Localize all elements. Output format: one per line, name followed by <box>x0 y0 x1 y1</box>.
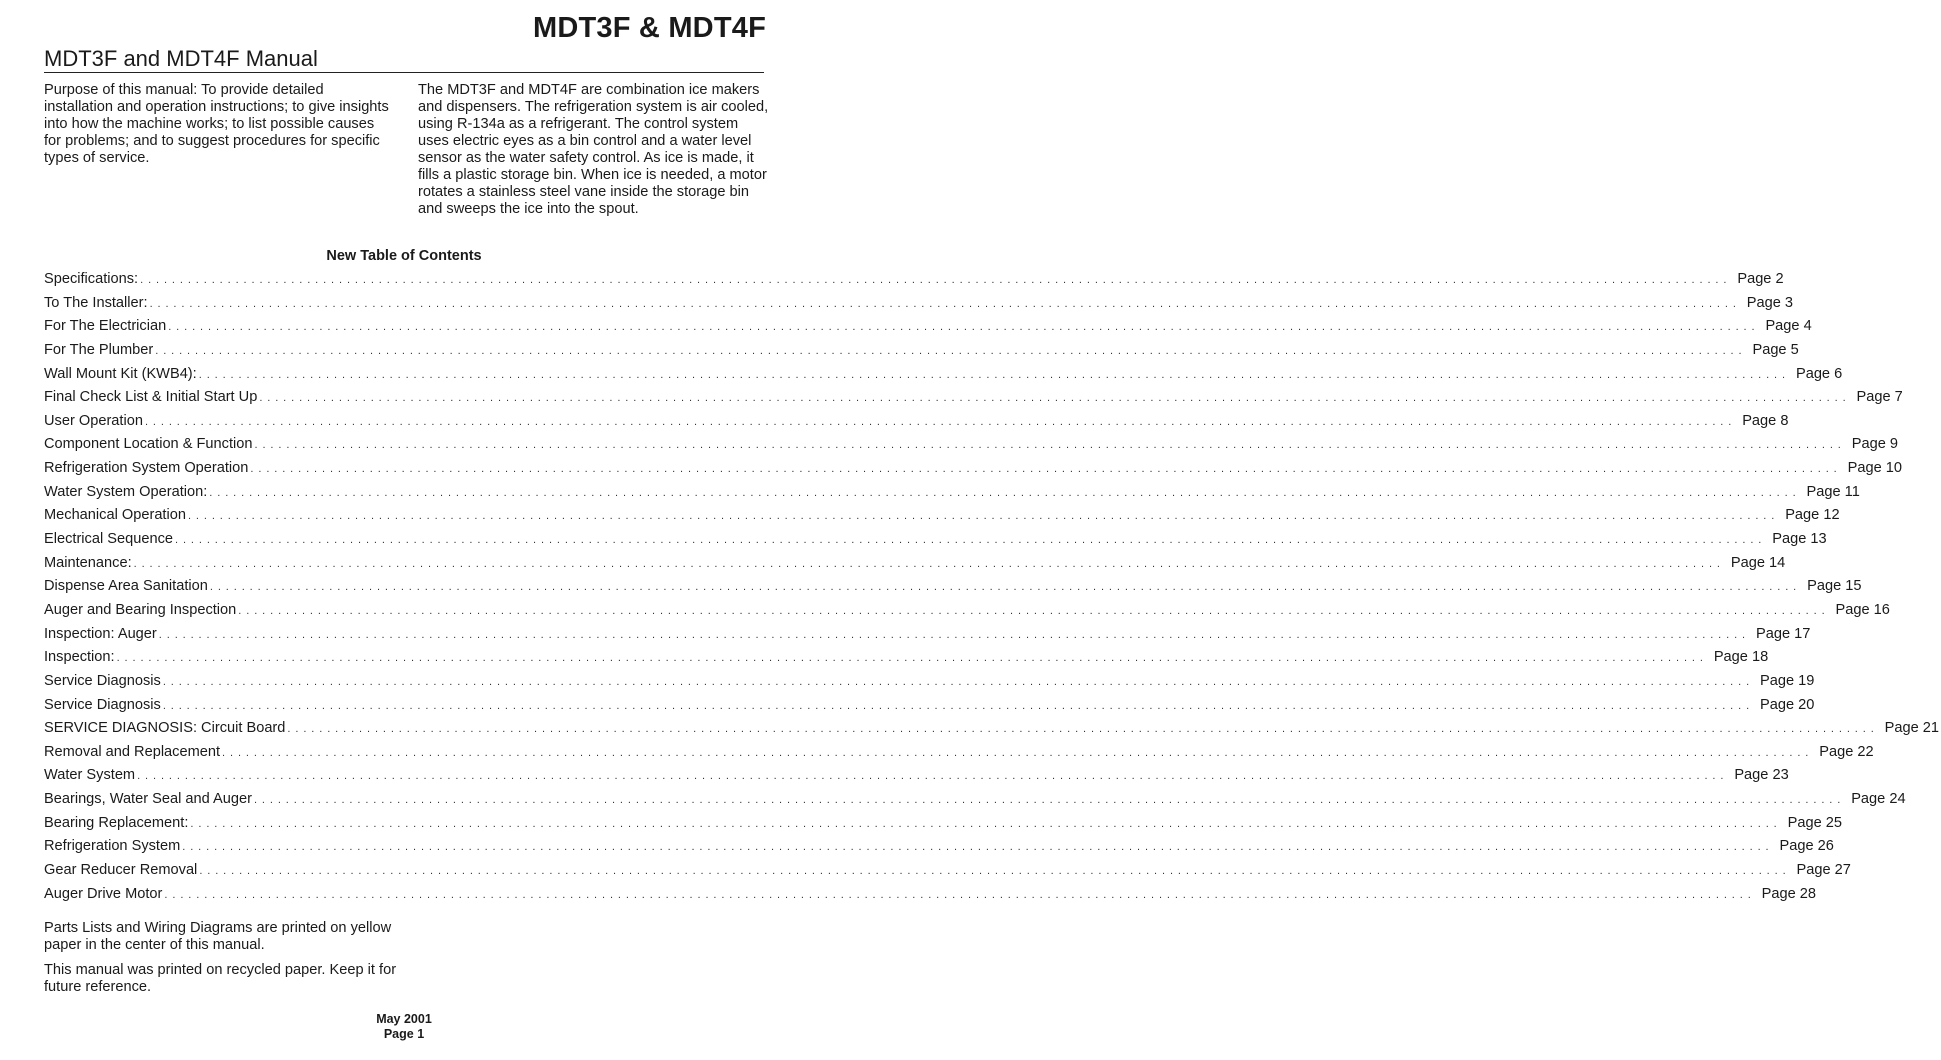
title-divider <box>44 72 764 73</box>
toc-entry-page: Page 26 <box>1779 838 1834 855</box>
toc-entry[interactable] <box>44 410 1789 434</box>
toc-entry-label: Component Location & Function <box>44 436 253 453</box>
toc-entry-page: Page 21 <box>1884 720 1940 737</box>
model-title: MDT3F & MDT4F <box>533 12 766 44</box>
toc-dot-leader: ........................................................................................................................................................................................................ <box>250 463 1842 476</box>
toc-entry[interactable] <box>44 457 1903 481</box>
toc-entry-label: Inspection: <box>44 649 115 666</box>
toc-entry-label: Auger Drive Motor <box>44 885 163 902</box>
toc-entry-page: Page 27 <box>1796 862 1851 879</box>
toc-entry-label: Bearing Replacement: <box>44 814 189 831</box>
toc-entry-label: Bearings, Water Seal and Auger <box>44 791 252 808</box>
toc-entry[interactable] <box>44 623 1811 647</box>
toc-entry-page: Page 24 <box>1851 791 1906 808</box>
parts-note: Parts Lists and Wiring Diagrams are printed on yellow paper in the center of this manual. <box>44 920 392 953</box>
toc-entry[interactable] <box>44 788 1906 812</box>
toc-dot-leader: ........................................................................................................................................................................................................ <box>149 297 1741 310</box>
toc-entry-label: Removal and Replacement <box>44 743 221 760</box>
toc-entry[interactable] <box>44 363 1843 387</box>
manual-title: MDT3F and MDT4F Manual <box>44 46 318 71</box>
toc-entry-label: Refrigeration System <box>44 838 181 855</box>
toc-entry-page: Page 25 <box>1787 814 1843 831</box>
toc-dot-leader: ........................................................................................................................................................................................................ <box>209 581 1802 594</box>
recycled-note: This manual was printed on recycled paper. Keep it for future reference. <box>44 962 397 995</box>
toc-dot-leader: ........................................................................................................................................................................................................ <box>182 841 1774 854</box>
toc-entry-label: To The Installer: <box>44 294 148 311</box>
footer-date: May 2001 <box>376 1012 432 1026</box>
toc-dot-leader: ........................................................................................................................................................................................................ <box>175 534 1767 547</box>
toc-entry[interactable] <box>44 764 1789 788</box>
toc-entry[interactable] <box>44 646 1769 670</box>
toc-entry[interactable] <box>44 386 1903 410</box>
toc-dot-leader: ........................................................................................................................................................................................................ <box>168 321 1760 334</box>
toc-entry-page: Page 19 <box>1760 672 1815 689</box>
toc-entry-page: Page 17 <box>1756 625 1811 642</box>
toc-entry[interactable] <box>44 504 1840 528</box>
toc-entry-page: Page 22 <box>1819 743 1874 760</box>
toc-entry[interactable] <box>44 717 1940 741</box>
toc-entry-page: Page 10 <box>1847 460 1903 477</box>
toc-entry-label: Final Check List & Initial Start Up <box>44 389 258 406</box>
toc-dot-leader: ........................................................................................................................................................................................................ <box>158 628 1751 641</box>
toc-entry[interactable] <box>44 339 1799 363</box>
toc-entry-page: Page 11 <box>1806 483 1860 500</box>
toc-entry-label: Service Diagnosis <box>44 696 161 713</box>
toc-entry[interactable] <box>44 883 1817 907</box>
toc-dot-leader: ........................................................................................................................................................................................................ <box>238 604 1830 617</box>
toc-entry[interactable] <box>44 315 1812 339</box>
toc-entry-page: Page 20 <box>1760 696 1815 713</box>
table-of-contents <box>44 268 1940 906</box>
toc-entry-page: Page 8 <box>1742 412 1789 429</box>
toc-entry-label: Auger and Bearing Inspection <box>44 601 237 618</box>
toc-dot-leader: ........................................................................................................................................................................................................ <box>162 699 1755 712</box>
toc-entry[interactable] <box>44 433 1898 457</box>
toc-entry[interactable] <box>44 268 1784 292</box>
toc-entry-label: Maintenance: <box>44 554 132 571</box>
toc-entry-page: Page 7 <box>1856 389 1903 406</box>
footer-page-number: Page 1 <box>383 1027 425 1041</box>
toc-dot-leader: ........................................................................................................................................................................................................ <box>155 344 1747 357</box>
toc-entry[interactable] <box>44 528 1827 552</box>
toc-entry[interactable] <box>44 552 1786 576</box>
toc-entry[interactable] <box>44 670 1815 694</box>
toc-dot-leader: ........................................................................................................................................................................................................ <box>133 557 1725 570</box>
toc-dot-leader: ........................................................................................................................................................................................................ <box>116 652 1708 665</box>
toc-dot-leader: ........................................................................................................................................................................................................ <box>222 746 1814 759</box>
toc-entry-page: Page 3 <box>1746 294 1794 311</box>
description-paragraph: The MDT3F and MDT4F are combination ice makers and dispensers. The refrigeration system is air cooled, using R-134a as a refrigerant. The control system uses electric eyes as a bin control and a water level sensor as the water safety control. As ice is made, it fills a plastic storage bin. When ice is needed, a motor rotates a stainless steel vane inside the storage bin and sweeps the ice into the spout. <box>418 82 769 217</box>
toc-heading: New Table of Contents <box>326 248 482 264</box>
toc-dot-leader: ........................................................................................................................................................................................................ <box>259 392 1851 405</box>
toc-entry-label: Specifications: <box>44 271 139 287</box>
toc-entry-label: Inspection: Auger <box>44 625 157 642</box>
toc-dot-leader: ........................................................................................................................................................................................................ <box>253 794 1846 807</box>
toc-entry-page: Page 18 <box>1713 649 1769 666</box>
toc-entry-page: Page 14 <box>1730 554 1786 571</box>
toc-dot-leader: ........................................................................................................................................................................................................ <box>209 486 1801 499</box>
toc-entry[interactable] <box>44 859 1851 883</box>
toc-entry[interactable] <box>44 599 1890 623</box>
toc-dot-leader: ........................................................................................................................................................................................................ <box>187 510 1780 523</box>
toc-entry-label: SERVICE DIAGNOSIS: Circuit Board <box>44 720 286 737</box>
toc-dot-leader: ........................................................................................................................................................................................................ <box>190 817 1782 830</box>
toc-entry[interactable] <box>44 812 1843 836</box>
toc-entry-label: Wall Mount Kit (KWB4): <box>44 365 197 382</box>
toc-entry-page: Page 2 <box>1737 271 1784 287</box>
toc-dot-leader: ........................................................................................................................................................................................................ <box>140 274 1732 286</box>
toc-dot-leader: ........................................................................................................................................................................................................ <box>164 888 1756 901</box>
toc-dot-leader: ........................................................................................................................................................................................................ <box>198 368 1790 381</box>
toc-dot-leader: ........................................................................................................................................................................................................ <box>254 439 1846 452</box>
toc-entry[interactable] <box>44 741 1874 765</box>
toc-entry-label: For The Electrician <box>44 318 167 335</box>
toc-entry-label: Refrigeration System Operation <box>44 460 249 477</box>
toc-entry-label: Gear Reducer Removal <box>44 862 198 879</box>
toc-entry-label: Water System Operation: <box>44 483 208 500</box>
toc-dot-leader: ........................................................................................................................................................................................................ <box>137 770 1729 783</box>
toc-entry-label: For The Plumber <box>44 341 154 358</box>
toc-entry[interactable] <box>44 694 1815 718</box>
toc-entry-label: Dispense Area Sanitation <box>44 578 208 595</box>
toc-entry-label: Mechanical Operation <box>44 507 186 524</box>
toc-entry[interactable] <box>44 835 1834 859</box>
toc-entry-page: Page 23 <box>1734 767 1789 784</box>
toc-entry-page: Page 16 <box>1835 601 1890 618</box>
toc-dot-leader: ........................................................................................................................................................................................................ <box>287 723 1879 736</box>
toc-entry-page: Page 9 <box>1851 436 1898 453</box>
toc-dot-leader: ........................................................................................................................................................................................................ <box>144 415 1737 428</box>
toc-entry-page: Page 15 <box>1807 578 1862 595</box>
purpose-paragraph: Purpose of this manual: To provide detailed installation and operation instructions; to give insights into how the machine works; to list possible causes for problems; and to suggest procedures for specific types of service. <box>44 82 389 166</box>
toc-entry[interactable] <box>44 575 1862 599</box>
toc-entry-label: User Operation <box>44 412 143 429</box>
toc-entry[interactable] <box>44 481 1860 505</box>
toc-dot-leader: ........................................................................................................................................................................................................ <box>162 675 1755 688</box>
toc-entry-page: Page 4 <box>1765 318 1812 335</box>
toc-entry-label: Service Diagnosis <box>44 672 161 689</box>
toc-entry-label: Electrical Sequence <box>44 531 173 548</box>
toc-entry-label: Water System <box>44 767 136 784</box>
toc-dot-leader: ........................................................................................................................................................................................................ <box>199 865 1791 878</box>
toc-entry-page: Page 12 <box>1785 507 1840 524</box>
toc-entry-page: Page 5 <box>1752 341 1799 358</box>
toc-entry-page: Page 28 <box>1761 885 1817 902</box>
toc-entry[interactable] <box>44 292 1794 316</box>
toc-entry-page: Page 6 <box>1795 365 1843 382</box>
toc-entry-page: Page 13 <box>1772 531 1827 548</box>
